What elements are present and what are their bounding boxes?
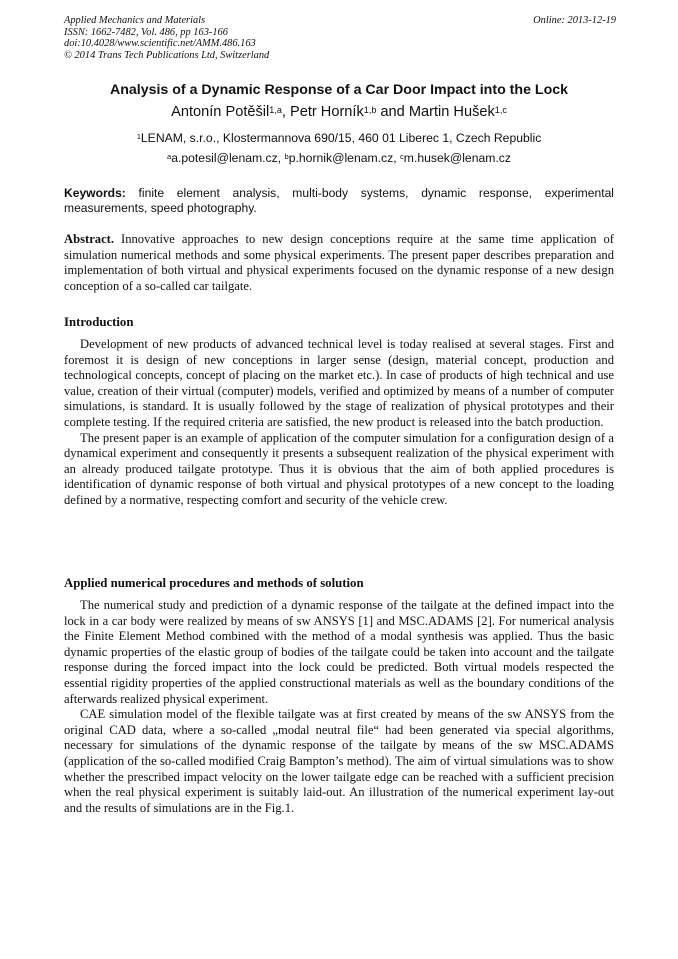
email-superscript: b bbox=[284, 152, 289, 162]
email-separator: , bbox=[393, 151, 401, 165]
section-heading-introduction: Introduction bbox=[64, 315, 134, 329]
online-date: Online: 2013-12-19 bbox=[533, 15, 616, 26]
affiliation bbox=[40, 131, 638, 145]
author-name: Martin Hušek bbox=[408, 104, 495, 120]
author-separator: , bbox=[281, 104, 290, 120]
journal-header bbox=[64, 15, 616, 61]
email-superscript: c bbox=[400, 152, 404, 162]
email-separator: , bbox=[277, 151, 285, 165]
paragraph: The numerical study and prediction of a dynamic response of the tailgate at the defined impact into the lock in a car body were realized by means of sw ANSYS [1] and MSC.ADAMS [2]. For numerical analysis the Finite Element Method combined with the method of a modal synthesis was applied. Thus the basic dynamic properties of the elastic group of bodies of the tailgate could be taken into account and the tailgate response during the forced impact into the lock could be predicted. Both virtual models respected the essential rigidity properties of the applied constructional materials as well as the boundary conditions of the afterwards realized physical experiment. bbox=[64, 598, 614, 706]
journal-copyright: © 2014 Trans Tech Publications Ltd, Switzerland bbox=[64, 49, 270, 61]
author-name: Petr Horník bbox=[289, 104, 364, 120]
email-superscript: a bbox=[167, 152, 172, 162]
email-link[interactable]: a.potesil@lenam.cz bbox=[171, 151, 278, 165]
abstract-text: Innovative approaches to new design conceptions require at the same time application of simulation numerical methods and some physical experiments. The present paper describes preparation and implementation of both virtual and physical experiments focused on the dynamic response of a new design conception of a so-called car tailgate. bbox=[64, 232, 614, 293]
author-superscript: 1,c bbox=[494, 104, 507, 115]
paragraph: Development of new products of advanced technical level is today realised at several stages. First and foremost it is design of new conceptions in larger sense (design, material concept, production and technological concepts, concept of placing on the market etc.). In case of products of high technical and use value, creation of their virtual (computer) models, verified and optimized by means of a number of computer simulations, is standard. It is usually followed by the stage of realization of physical prototypes and their complete testing. If the required criteria are satisfied, the new product is released into the batch production. bbox=[64, 337, 614, 429]
email-link[interactable]: p.hornik@lenam.cz bbox=[288, 151, 394, 165]
section-body-introduction bbox=[64, 337, 614, 509]
abstract bbox=[64, 232, 614, 294]
email-list bbox=[40, 151, 638, 165]
affiliation-text: LENAM, s.r.o., Klostermannova 690/15, 460 01 Liberec 1, Czech Republic bbox=[140, 131, 542, 145]
affiliation-superscript: 1 bbox=[136, 132, 141, 142]
paragraph: CAE simulation model of the flexible tailgate was at first created by means of the sw ANSYS from the original CAD data, where a so-called „modal neutral file“ had been generated via special algorithms, necessary for simulations of the dynamic response of the tailgate by means of the sw MSC.ADAMS (application of the so-called modified Craig Bampton’s method). The aim of virtual simulations was to show whether the prescribed impact velocity on the lower tailgate edge can be reached with a sufficient precision when the real physical experiment is suitably laid-out. An illustration of the numerical experiment lay-out and the results of simulations are in the Fig.1. bbox=[64, 707, 614, 815]
journal-doi: doi:10.4028/www.scientific.net/AMM.486.163 bbox=[64, 38, 256, 50]
author-superscript: 1,b bbox=[363, 104, 377, 115]
paper-title: Analysis of a Dynamic Response of a Car Door Impact into the Lock bbox=[109, 82, 569, 98]
section-body-numerical-procedures bbox=[64, 598, 614, 816]
author-list bbox=[40, 104, 638, 120]
journal-name: Applied Mechanics and Materials bbox=[64, 15, 206, 26]
author-separator: and bbox=[376, 104, 409, 120]
journal-issn: ISSN: 1662-7482, Vol. 486, pp 163-166 bbox=[64, 26, 228, 38]
section-heading-numerical-procedures: Applied numerical procedures and methods of solution bbox=[64, 576, 364, 590]
keywords-label: Keywords: bbox=[64, 186, 126, 200]
keywords-text: finite element analysis, multi-body systems, dynamic response, experimental measurements, speed photography. bbox=[64, 186, 614, 215]
author-name: Antonín Potěšil bbox=[171, 104, 270, 120]
author-superscript: 1,a bbox=[269, 104, 282, 115]
keywords bbox=[64, 186, 614, 216]
abstract-label: Abstract. bbox=[64, 232, 115, 246]
email-link[interactable]: m.husek@lenam.cz bbox=[403, 151, 511, 165]
paragraph: The present paper is an example of application of the computer simulation for a configuration design of a dynamical experiment and consequently it presents a subsequent realization of the physical experiment with an already produced tailgate prototype. Thus it is obvious that the aim of both applied procedures is identification of dynamic response of both virtual and physical prototypes of a new concept to the loading defined by a normative, respecting comfort and security of the vehicle crew. bbox=[64, 430, 614, 507]
